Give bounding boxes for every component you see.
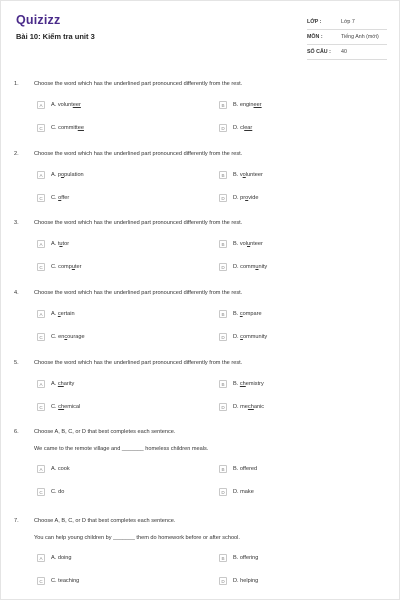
option-text — [51, 102, 81, 108]
option-letter-box[interactable]: B — [219, 310, 227, 318]
option-text — [233, 334, 267, 340]
option-text — [233, 466, 257, 472]
option-underlined-part: u — [71, 264, 75, 270]
option-underlined-part: o — [245, 195, 249, 201]
option-letter-box[interactable]: D — [219, 333, 227, 341]
option-underlined-part: c — [57, 311, 61, 317]
option-underlined-part: eer — [253, 102, 262, 108]
option-text-part: C. — [51, 195, 59, 201]
option-underlined-part: c — [240, 334, 243, 340]
option-text — [233, 578, 258, 584]
answer-option[interactable] — [219, 333, 267, 341]
option-text-part: C. do — [51, 489, 65, 495]
option-text-part: A. volunt — [51, 102, 73, 108]
option-letter-box[interactable]: D — [219, 263, 227, 271]
option-underlined-part: ee — [77, 125, 84, 131]
option-text-part: lunteer — [245, 172, 263, 178]
answer-option[interactable] — [37, 171, 84, 179]
option-text-part: A. cook — [51, 466, 70, 472]
option-letter-box[interactable]: C — [37, 194, 45, 202]
option-text — [51, 489, 64, 495]
option-letter-box[interactable]: C — [37, 263, 45, 271]
option-text-part: D. — [233, 334, 241, 340]
option-text-part: D. make — [233, 489, 254, 495]
option-underlined-part: ch — [58, 404, 65, 410]
answer-option[interactable] — [219, 554, 258, 562]
option-text-part: ompare — [242, 311, 262, 317]
option-underlined-part: ch — [247, 404, 254, 410]
meta-value: 40 — [341, 49, 347, 55]
answer-option[interactable] — [219, 240, 263, 248]
option-text — [233, 102, 262, 108]
option-underlined-part: u — [247, 241, 251, 247]
option-text-part: arity — [63, 381, 75, 387]
option-text — [233, 264, 267, 270]
option-letter-box[interactable]: A — [37, 310, 45, 318]
option-text-part: ourage — [67, 334, 85, 340]
question — [1, 290, 400, 360]
option-letter-box[interactable]: C — [37, 577, 45, 585]
option-letter-box[interactable]: C — [37, 333, 45, 341]
question-number: 3. — [14, 220, 19, 226]
option-text-part: A. p — [51, 172, 61, 178]
option-underlined-part: c — [239, 311, 243, 317]
option-text — [233, 381, 264, 387]
option-letter-box[interactable]: D — [219, 488, 227, 496]
option-letter-box[interactable]: A — [37, 101, 45, 109]
option-letter-box[interactable]: D — [219, 577, 227, 585]
option-text-part: nteer — [250, 241, 263, 247]
option-text-part: ter — [74, 264, 82, 270]
option-text-part: C. comp — [51, 264, 72, 270]
option-text — [51, 555, 72, 561]
answer-option[interactable] — [37, 488, 64, 496]
meta-label: SỐ CÂU : — [307, 49, 331, 55]
option-text-part: ffer — [61, 195, 70, 201]
option-text — [233, 125, 252, 131]
question-number: 7. — [14, 518, 19, 524]
option-letter-box[interactable]: C — [37, 403, 45, 411]
option-underlined-part: o — [60, 172, 65, 178]
answer-option[interactable] — [219, 263, 267, 271]
option-letter-box[interactable]: B — [219, 465, 227, 473]
answer-option[interactable] — [37, 465, 70, 473]
answer-option[interactable] — [37, 403, 80, 411]
answer-option[interactable] — [37, 240, 69, 248]
question-stem: Choose the word which has the underlined part pronounced differently from the rest. — [34, 151, 243, 157]
question — [1, 518, 400, 588]
option-letter-box[interactable]: B — [219, 240, 227, 248]
option-letter-box[interactable]: D — [219, 403, 227, 411]
option-text — [51, 466, 70, 472]
meta-label: MÔN : — [307, 34, 323, 40]
answer-option[interactable] — [219, 380, 264, 388]
option-underlined-part: ear — [244, 125, 253, 131]
answer-option[interactable] — [37, 554, 72, 562]
option-text-part: D. helping — [233, 578, 259, 584]
option-text-part: B. vol — [233, 241, 247, 247]
question-stem: Choose the word which has the underlined part pronounced differently from the rest. — [34, 220, 243, 226]
option-text — [51, 578, 79, 584]
option-text-part: nity — [258, 264, 268, 270]
option-letter-box[interactable]: A — [37, 380, 45, 388]
option-text — [233, 555, 258, 561]
quizizz-logo: Quizizz — [16, 13, 61, 27]
answer-option[interactable] — [37, 577, 79, 585]
option-text — [51, 125, 84, 131]
answer-option[interactable] — [219, 310, 262, 318]
question — [1, 81, 400, 151]
answer-option[interactable] — [219, 465, 257, 473]
question — [1, 220, 400, 290]
answer-option[interactable] — [37, 380, 74, 388]
question-stem: Choose A, B, C, or D that best completes each sentence. — [34, 429, 176, 435]
option-text-part: B. offered — [233, 466, 258, 472]
answer-option[interactable] — [37, 101, 81, 109]
worksheet-title: Bài 10: Kiểm tra unit 3 — [16, 32, 95, 41]
answer-option[interactable] — [37, 194, 69, 202]
option-underlined-part: c — [64, 334, 68, 340]
option-letter-box[interactable]: B — [219, 101, 227, 109]
question — [1, 360, 400, 430]
option-underlined-part: eer — [72, 102, 81, 108]
question-number: 5. — [14, 360, 19, 366]
option-text-part: D. pr — [233, 195, 246, 201]
option-underlined-part: u — [59, 241, 63, 247]
option-letter-box[interactable]: A — [37, 171, 45, 179]
option-text-part: C. — [51, 404, 59, 410]
option-letter-box[interactable]: B — [219, 554, 227, 562]
meta-row-subject — [307, 30, 387, 45]
option-underlined-part: u — [255, 264, 259, 270]
option-letter-box[interactable]: B — [219, 171, 227, 179]
option-text-part: emical — [64, 404, 81, 410]
option-text — [51, 334, 85, 340]
question-stem: Choose A, B, C, or D that best completes each sentence. — [34, 518, 176, 524]
question-stem: Choose the word which has the underlined part pronounced differently from the rest. — [34, 360, 243, 366]
option-underlined-part: o — [242, 172, 246, 178]
option-text-part: A. — [51, 311, 58, 317]
option-text — [233, 241, 263, 247]
option-text-part: B. offering — [233, 555, 259, 561]
option-underlined-part: ch — [239, 381, 246, 387]
option-text — [233, 311, 262, 317]
option-text-part: A. doing — [51, 555, 72, 561]
option-text — [233, 404, 264, 410]
answer-option[interactable] — [219, 124, 252, 132]
option-underlined-part: o — [58, 195, 62, 201]
question-number: 4. — [14, 290, 19, 296]
option-text — [233, 172, 263, 178]
option-letter-box[interactable]: A — [37, 240, 45, 248]
option-text — [51, 404, 80, 410]
option-text-part: tor — [62, 241, 70, 247]
option-text-part: B. — [233, 381, 240, 387]
option-text-part: ertain — [60, 311, 75, 317]
option-text — [51, 172, 84, 178]
answer-option[interactable] — [219, 194, 259, 202]
meta-info — [307, 15, 387, 60]
meta-row-grade — [307, 15, 387, 30]
option-text — [233, 195, 259, 201]
option-text-part: A. t — [51, 241, 60, 247]
option-text-part: B. — [233, 311, 240, 317]
answer-option[interactable] — [37, 310, 75, 318]
answer-option[interactable] — [219, 403, 264, 411]
option-letter-box[interactable]: B — [219, 380, 227, 388]
option-text — [51, 264, 81, 270]
question-sentence: We came to the remote village and _______ homeless children meals. — [34, 446, 209, 452]
option-text-part: C. committ — [51, 125, 78, 131]
option-text-part: D. comm — [233, 264, 256, 270]
answer-option[interactable] — [37, 333, 85, 341]
option-text — [51, 381, 74, 387]
option-text-part: B. v — [233, 172, 243, 178]
meta-label: LỚP : — [307, 19, 322, 25]
option-letter-box[interactable]: A — [37, 554, 45, 562]
question-number: 1. — [14, 81, 19, 87]
option-letter-box[interactable]: D — [219, 124, 227, 132]
answer-option[interactable] — [37, 124, 84, 132]
option-text — [51, 311, 75, 317]
question-stem: Choose the word which has the underlined part pronounced differently from the rest. — [34, 81, 243, 87]
meta-row-count — [307, 45, 387, 60]
option-letter-box[interactable]: D — [219, 194, 227, 202]
answer-option[interactable] — [219, 577, 258, 585]
option-text — [233, 489, 254, 495]
meta-value: Lớp 7 — [341, 19, 355, 25]
question — [1, 429, 400, 499]
option-text — [51, 195, 69, 201]
option-text-part: anic — [253, 404, 265, 410]
answer-option[interactable] — [219, 171, 263, 179]
option-text-part: vide — [248, 195, 259, 201]
option-text-part: emistry — [245, 381, 264, 387]
question-sentence: You can help young children by _______ them do homework before or after school. — [34, 535, 240, 541]
answer-option[interactable] — [219, 101, 262, 109]
question-number: 6. — [14, 429, 19, 435]
option-text-part: D. me — [233, 404, 248, 410]
option-letter-box[interactable]: A — [37, 465, 45, 473]
option-letter-box[interactable]: C — [37, 488, 45, 496]
option-text-part: B. engin — [233, 102, 254, 108]
option-letter-box[interactable]: C — [37, 124, 45, 132]
option-underlined-part: ch — [57, 381, 64, 387]
option-text-part: ommunity — [242, 334, 268, 340]
option-text-part: D. cl — [233, 125, 245, 131]
option-text-part: pulation — [64, 172, 84, 178]
option-text-part: C. en — [51, 334, 65, 340]
question-number: 2. — [14, 151, 19, 157]
question-stem: Choose the word which has the underlined part pronounced differently from the rest. — [34, 290, 243, 296]
option-text — [51, 241, 69, 247]
answer-option[interactable] — [37, 263, 81, 271]
meta-value: Tiếng Anh (mới) — [341, 34, 379, 40]
option-text-part: A. — [51, 381, 58, 387]
question — [1, 151, 400, 221]
answer-option[interactable] — [219, 488, 254, 496]
option-text-part: C. teaching — [51, 578, 80, 584]
